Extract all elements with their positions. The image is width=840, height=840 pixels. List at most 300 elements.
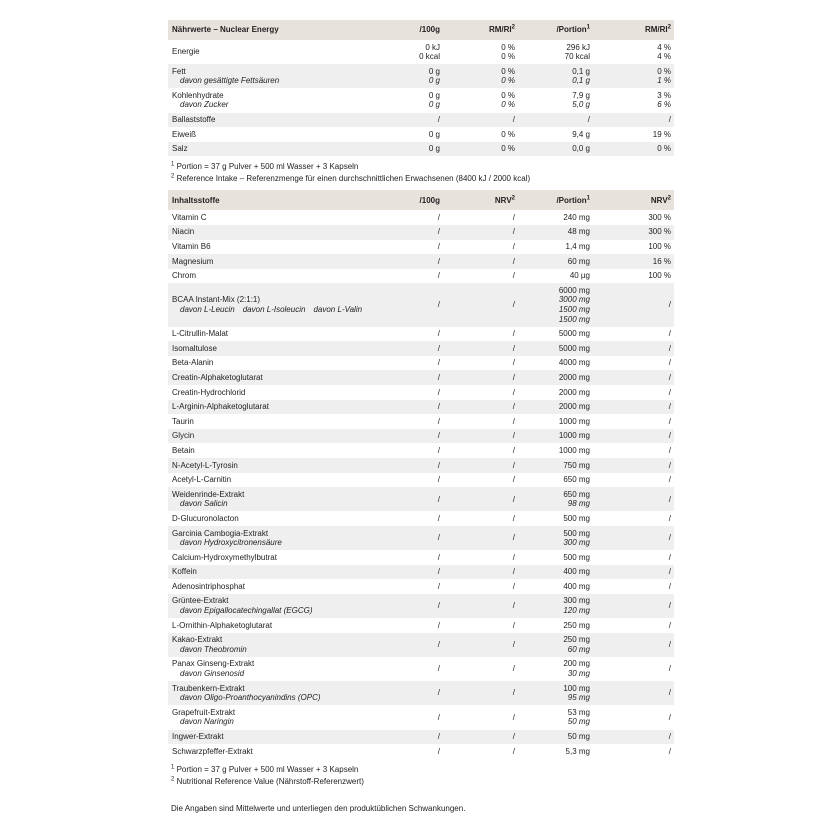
cell-value: 1000 mg [558, 445, 590, 455]
value-cell [378, 283, 443, 326]
cell-value: / [437, 475, 440, 485]
nutrition-table [168, 20, 674, 156]
value-cell [443, 370, 518, 385]
row-label: Glycin [172, 431, 195, 441]
value-cell [593, 269, 674, 284]
value-cell [518, 414, 593, 429]
value-cell [518, 594, 593, 618]
cell-value: 1000 mg [558, 431, 590, 441]
value-cell [518, 526, 593, 550]
value-cell [378, 511, 443, 526]
cell-value: / [668, 640, 671, 650]
value-cell [518, 88, 593, 112]
cell-value: 19 % [652, 129, 671, 139]
value-cell [518, 618, 593, 633]
cell-value: / [668, 115, 671, 125]
cell-value: / [437, 640, 440, 650]
value-cell [378, 443, 443, 458]
row-label-cell [168, 429, 378, 444]
value-cell [443, 254, 518, 269]
footnote-marker: 2 [171, 173, 175, 180]
value-cell [593, 210, 674, 225]
cell-value: / [668, 416, 671, 426]
value-cell [518, 283, 593, 326]
table-row [168, 385, 674, 400]
row-label: Grüntee-Extrakt [172, 596, 229, 606]
ingredients-table-header [168, 190, 674, 210]
cell-value: 0 % [501, 42, 515, 52]
value-cell [593, 526, 674, 550]
value-cell [593, 705, 674, 729]
footnote-text: Portion = 37 g Pulver + 500 ml Wasser + 3 Kapseln [174, 764, 359, 774]
cell-value: / [587, 115, 590, 125]
cell-value: / [437, 256, 440, 266]
row-label-cell [168, 88, 378, 112]
value-cell [378, 341, 443, 356]
row-label: L-Citrullin-Malat [172, 329, 229, 339]
nutrition-table-body [168, 40, 674, 156]
value-cell [518, 370, 593, 385]
cell-value: / [512, 581, 515, 591]
column-header-label: Nährwerte – Nuclear Energy [172, 25, 279, 35]
row-label-cell [168, 210, 378, 225]
value-cell [443, 730, 518, 745]
cell-value: 0 % [501, 52, 515, 62]
table-row [168, 370, 674, 385]
table-row [168, 40, 674, 64]
row-label-cell [168, 414, 378, 429]
cell-value: 3 % [657, 90, 671, 100]
value-cell [593, 225, 674, 240]
table-row [168, 225, 674, 240]
cell-value: 100 % [648, 242, 671, 252]
cell-value: / [512, 212, 515, 222]
row-sublabel: davon Oligo-Proanthocyanindins (OPC) [180, 693, 321, 703]
table-row [168, 240, 674, 255]
value-cell [443, 594, 518, 618]
footnote-marker: 1 [586, 24, 590, 31]
ingredients-footnotes [168, 759, 674, 793]
cell-value: 1500 mg [558, 314, 590, 324]
cell-value: 50 mg [567, 732, 590, 741]
cell-value: / [512, 567, 515, 577]
cell-value: 1,4 mg [565, 242, 590, 252]
footnote-marker: 2 [511, 24, 515, 31]
table-row [168, 341, 674, 356]
value-cell [378, 370, 443, 385]
row-label-cell [168, 633, 378, 657]
value-cell [518, 565, 593, 580]
cell-value: 240 mg [563, 212, 590, 222]
row-label-cell [168, 730, 378, 745]
cell-value: / [437, 664, 440, 674]
cell-value: / [437, 402, 440, 412]
value-cell [593, 657, 674, 681]
value-cell [518, 550, 593, 565]
row-label: Adenosintriphosphat [172, 581, 245, 591]
row-label-cell [168, 511, 378, 526]
value-cell [378, 730, 443, 745]
row-label-cell [168, 356, 378, 371]
value-cell [443, 225, 518, 240]
value-cell [518, 730, 593, 745]
value-cell [443, 579, 518, 594]
cell-value: 0,1 g [572, 66, 590, 76]
value-cell [443, 269, 518, 284]
cell-value: 0 % [501, 129, 515, 139]
cell-value: / [512, 533, 515, 543]
table-row [168, 657, 674, 681]
row-label: Schwarzpfeffer-Extrakt [172, 746, 253, 756]
cell-value: 100 mg [563, 683, 590, 693]
cell-value: / [437, 387, 440, 397]
cell-value: 5,0 g [572, 100, 590, 110]
cell-value: 4000 mg [558, 358, 590, 368]
cell-value: 53 mg [567, 707, 590, 717]
row-label: Garcinia Cambogia-Extrakt [172, 528, 269, 538]
value-cell [518, 579, 593, 594]
value-cell [518, 113, 593, 128]
value-cell [593, 341, 674, 356]
value-cell [518, 269, 593, 284]
value-cell [518, 254, 593, 269]
cell-value: / [668, 300, 671, 310]
table-row [168, 633, 674, 657]
cell-value: / [512, 329, 515, 339]
row-label: Weidenrinde-Extrakt [172, 489, 245, 499]
value-cell [518, 705, 593, 729]
value-cell [378, 744, 443, 759]
footnote [171, 776, 674, 788]
cell-value: / [668, 732, 671, 741]
cell-value: / [668, 533, 671, 543]
value-cell [378, 142, 443, 157]
value-cell [443, 705, 518, 729]
value-cell [443, 210, 518, 225]
cell-value: 70 kcal [564, 52, 590, 62]
table-row [168, 88, 674, 112]
value-cell [378, 565, 443, 580]
cell-value: / [668, 402, 671, 412]
row-label-cell [168, 400, 378, 415]
nutrition-document [168, 20, 674, 815]
cell-value: 0,0 g [572, 144, 590, 154]
table-row [168, 565, 674, 580]
value-cell [378, 458, 443, 473]
cell-value: / [668, 431, 671, 441]
cell-value: 250 mg [563, 635, 590, 645]
value-cell [443, 142, 518, 157]
value-cell [518, 385, 593, 400]
value-cell [593, 64, 674, 88]
value-cell [378, 64, 443, 88]
cell-value: / [512, 664, 515, 674]
value-cell [443, 40, 518, 64]
value-cell [378, 269, 443, 284]
cell-value: 0 % [501, 90, 515, 100]
cell-value: 16 % [652, 256, 671, 266]
row-sublabel: davon L-Valin [313, 305, 363, 314]
cell-value: 5000 mg [558, 329, 590, 339]
value-cell [593, 254, 674, 269]
row-label-cell [168, 458, 378, 473]
row-label-cell [168, 443, 378, 458]
cell-value: / [437, 212, 440, 222]
value-cell [593, 443, 674, 458]
cell-value: 0 % [657, 66, 671, 76]
row-label-cell [168, 487, 378, 511]
cell-value: / [437, 567, 440, 577]
value-cell [443, 283, 518, 326]
value-cell [593, 113, 674, 128]
column-header-label: Inhaltsstoffe [172, 195, 220, 205]
column-header [168, 190, 378, 210]
cell-value: 120 mg [563, 606, 590, 616]
cell-value: 2000 mg [558, 372, 590, 382]
cell-value: 4 % [657, 52, 671, 62]
row-label-cell [168, 225, 378, 240]
value-cell [443, 526, 518, 550]
value-cell [443, 64, 518, 88]
value-cell [443, 657, 518, 681]
row-label: Grapefruit-Extrakt [172, 707, 236, 717]
value-cell [443, 414, 518, 429]
row-label-cell [168, 327, 378, 342]
value-cell [593, 473, 674, 488]
ingredients-table [168, 190, 674, 758]
value-cell [593, 88, 674, 112]
row-label: BCAA Instant-Mix (2:1:1) [172, 295, 261, 305]
column-header [378, 190, 443, 210]
cell-value: 3000 mg [558, 295, 590, 305]
cell-value: 5,3 mg [565, 746, 590, 756]
row-label-cell [168, 550, 378, 565]
cell-value: 60 mg [567, 256, 590, 266]
value-cell [593, 550, 674, 565]
value-cell [378, 414, 443, 429]
ingredients-table-body [168, 210, 674, 758]
cell-value: / [668, 620, 671, 630]
value-cell [518, 681, 593, 705]
row-sublabel: davon Naringin [180, 717, 234, 727]
row-label-cell [168, 341, 378, 356]
table-row [168, 254, 674, 269]
value-cell [518, 511, 593, 526]
row-label: Fett [172, 66, 186, 76]
cell-value: / [437, 445, 440, 455]
table-row [168, 473, 674, 488]
value-cell [443, 487, 518, 511]
cell-value: 0,1 g [572, 76, 590, 86]
cell-value: 300 % [648, 212, 671, 222]
value-cell [518, 327, 593, 342]
cell-value: / [668, 494, 671, 504]
row-label: L-Ornithin-Alphaketoglutarat [172, 620, 273, 630]
cell-value: / [437, 271, 440, 281]
value-cell [443, 327, 518, 342]
value-cell [518, 356, 593, 371]
value-cell [593, 240, 674, 255]
row-label: Traubenkern-Extrakt [172, 683, 245, 693]
cell-value: 650 mg [563, 489, 590, 499]
cell-value: 48 mg [567, 227, 590, 237]
row-label: Beta-Alanin [172, 358, 214, 368]
cell-value: / [668, 712, 671, 722]
cell-value: / [668, 688, 671, 698]
table-row [168, 210, 674, 225]
cell-value: / [437, 227, 440, 237]
table-row [168, 579, 674, 594]
value-cell [518, 487, 593, 511]
cell-value: / [668, 746, 671, 756]
table-row [168, 744, 674, 759]
cell-value: / [668, 664, 671, 674]
value-cell [518, 473, 593, 488]
cell-value: 7,9 g [572, 90, 590, 100]
row-label: Eiweiß [172, 129, 197, 139]
value-cell [443, 681, 518, 705]
table-row [168, 730, 674, 745]
nutrition-table-header [168, 20, 674, 40]
cell-value: / [512, 620, 515, 630]
cell-value: / [437, 712, 440, 722]
row-label: N-Acetyl-L-Tyrosin [172, 460, 238, 470]
column-header [518, 190, 593, 210]
cell-value: 500 mg [563, 528, 590, 538]
value-cell [518, 633, 593, 657]
cell-value: 0 g [428, 144, 440, 154]
value-cell [443, 458, 518, 473]
cell-value: / [437, 343, 440, 353]
cell-value: / [512, 256, 515, 266]
value-cell [593, 142, 674, 157]
cell-value: 300 % [648, 227, 671, 237]
value-cell [443, 240, 518, 255]
cell-value: / [668, 329, 671, 339]
value-cell [593, 356, 674, 371]
disclaimer-text: Die Angaben sind Mittelwerte und unterliegen den produktüblichen Schwankungen. [171, 803, 466, 813]
footnote-marker: 1 [586, 194, 590, 201]
cell-value: 0 % [501, 144, 515, 154]
value-cell [443, 443, 518, 458]
value-cell [593, 594, 674, 618]
value-cell [378, 473, 443, 488]
row-label: D-Glucuronolacton [172, 513, 239, 523]
cell-value: 300 mg [563, 538, 590, 548]
cell-value: / [512, 494, 515, 504]
row-label: Koffein [172, 567, 197, 577]
value-cell [443, 565, 518, 580]
value-cell [593, 618, 674, 633]
cell-value: / [437, 416, 440, 426]
cell-value: 6000 mg [558, 285, 590, 295]
value-cell [443, 113, 518, 128]
cell-value: / [437, 329, 440, 339]
cell-value: / [668, 475, 671, 485]
table-row [168, 429, 674, 444]
value-cell [378, 210, 443, 225]
cell-value: 0 g [428, 76, 440, 86]
value-cell [378, 113, 443, 128]
cell-value: 0 kJ [425, 42, 440, 52]
value-cell [378, 526, 443, 550]
value-cell [378, 429, 443, 444]
cell-value: / [668, 581, 671, 591]
cell-value: 5000 mg [558, 343, 590, 353]
value-cell [518, 657, 593, 681]
footnote-marker: 2 [511, 194, 515, 201]
cell-value: 296 kJ [566, 42, 590, 52]
table-row [168, 327, 674, 342]
cell-value: 0 g [428, 100, 440, 110]
value-cell [378, 254, 443, 269]
column-header-label: /100g [419, 25, 440, 35]
value-cell [443, 400, 518, 415]
value-cell [378, 327, 443, 342]
row-label-cell [168, 113, 378, 128]
value-cell [443, 511, 518, 526]
row-label-cell [168, 705, 378, 729]
value-cell [378, 225, 443, 240]
table-row [168, 705, 674, 729]
value-cell [443, 356, 518, 371]
row-label-cell [168, 473, 378, 488]
cell-value: / [512, 445, 515, 455]
footnote-text: Nutritional Reference Value (Nährstoff-Referenzwert) [174, 776, 364, 786]
row-label-cell [168, 142, 378, 157]
value-cell [443, 473, 518, 488]
cell-value: / [437, 242, 440, 252]
value-cell [378, 657, 443, 681]
footnote-marker: 2 [667, 24, 671, 31]
column-header [443, 190, 518, 210]
row-sublabel: davon L-Leucin [180, 305, 235, 314]
cell-value: / [668, 372, 671, 382]
value-cell [593, 429, 674, 444]
cell-value: 95 mg [567, 693, 590, 703]
column-header-label: RM/RI [644, 25, 668, 35]
cell-value: / [437, 372, 440, 382]
table-row [168, 618, 674, 633]
value-cell [518, 127, 593, 142]
value-cell [378, 400, 443, 415]
footnote-text: Reference Intake – Referenzmenge für einen durchschnittlichen Erwachsenen (8400 kJ / 2000 kcal) [174, 174, 531, 184]
cell-value: / [437, 494, 440, 504]
cell-value: / [437, 552, 440, 562]
row-label-cell [168, 594, 378, 618]
value-cell [378, 594, 443, 618]
cell-value: 1500 mg [558, 305, 590, 314]
cell-value: 650 mg [563, 475, 590, 485]
cell-value: 1 % [657, 76, 671, 86]
row-label-cell [168, 618, 378, 633]
cell-value: / [437, 358, 440, 368]
value-cell [378, 40, 443, 64]
value-cell [443, 429, 518, 444]
row-sublabel: davon Theobromin [180, 644, 247, 654]
value-cell [593, 633, 674, 657]
table-row [168, 400, 674, 415]
value-cell [593, 127, 674, 142]
cell-value: / [512, 688, 515, 698]
row-label: Kakao-Extrakt [172, 635, 223, 645]
cell-value: / [512, 343, 515, 353]
cell-value: / [437, 533, 440, 543]
cell-value: 30 mg [567, 669, 590, 679]
cell-value: 6 % [657, 100, 671, 110]
value-cell [443, 744, 518, 759]
row-label: Acetyl-L-Carnitin [172, 475, 232, 485]
